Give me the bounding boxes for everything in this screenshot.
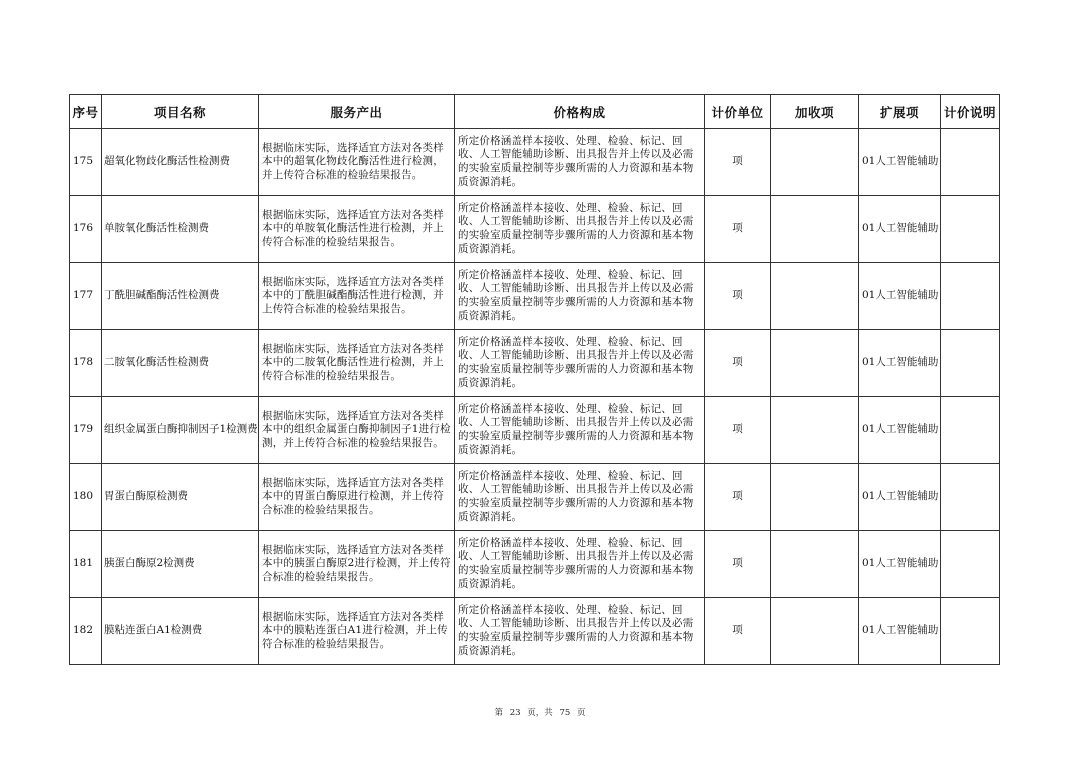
footer-suffix: 页 [576, 708, 586, 718]
row-extension: 01人工智能辅助 [859, 263, 941, 330]
header-note: 计价说明 [941, 95, 1000, 129]
header-service: 服务产出 [259, 95, 455, 129]
row-no: 179 [70, 397, 102, 464]
row-name: 超氧化物歧化酶活性检测费 [102, 129, 259, 196]
row-note [941, 397, 1000, 464]
row-unit: 项 [705, 263, 771, 330]
header-name: 项目名称 [102, 95, 259, 129]
table-row [70, 598, 1000, 665]
row-price: 所定价格涵盖样本接收、处理、检验、标记、回收、人工智能辅助诊断、出具报告并上传以及必需的实验室质量控制等步骤所需的人力资源和基本物质资源消耗。 [455, 531, 705, 598]
row-service: 根据临床实际，选择适宜方法对各类样本中的二胺氧化酶活性进行检测，并上传符合标准的检验结果报告。 [259, 330, 455, 397]
table-row [70, 129, 1000, 196]
row-note [941, 129, 1000, 196]
row-surcharge [771, 129, 859, 196]
row-name: 丁酰胆碱酯酶活性检测费 [102, 263, 259, 330]
row-unit: 项 [705, 397, 771, 464]
row-price: 所定价格涵盖样本接收、处理、检验、标记、回收、人工智能辅助诊断、出具报告并上传以及必需的实验室质量控制等步骤所需的人力资源和基本物质资源消耗。 [455, 263, 705, 330]
row-price: 所定价格涵盖样本接收、处理、检验、标记、回收、人工智能辅助诊断、出具报告并上传以及必需的实验室质量控制等步骤所需的人力资源和基本物质资源消耗。 [455, 196, 705, 263]
table-row [70, 263, 1000, 330]
row-surcharge [771, 263, 859, 330]
row-name: 胰蛋白酶原2检测费 [102, 531, 259, 598]
row-extension: 01人工智能辅助 [859, 330, 941, 397]
header-extension: 扩展项 [859, 95, 941, 129]
row-no: 175 [70, 129, 102, 196]
row-extension: 01人工智能辅助 [859, 129, 941, 196]
row-name: 膜粘连蛋白A1检测费 [102, 598, 259, 665]
row-surcharge [771, 397, 859, 464]
table-row [70, 330, 1000, 397]
row-no: 177 [70, 263, 102, 330]
header-row [70, 95, 1000, 129]
row-note [941, 263, 1000, 330]
table-header [70, 95, 1000, 129]
row-price: 所定价格涵盖样本接收、处理、检验、标记、回收、人工智能辅助诊断、出具报告并上传以及必需的实验室质量控制等步骤所需的人力资源和基本物质资源消耗。 [455, 129, 705, 196]
footer-prefix: 第 [494, 708, 503, 718]
row-name: 二胺氧化酶活性检测费 [102, 330, 259, 397]
row-surcharge [771, 196, 859, 263]
header-unit: 计价单位 [705, 95, 771, 129]
row-unit: 项 [705, 196, 771, 263]
row-note [941, 196, 1000, 263]
row-note [941, 598, 1000, 665]
row-no: 181 [70, 531, 102, 598]
row-unit: 项 [705, 330, 771, 397]
row-extension: 01人工智能辅助 [859, 464, 941, 531]
row-surcharge [771, 330, 859, 397]
row-note [941, 330, 1000, 397]
row-service: 根据临床实际，选择适宜方法对各类样本中的丁酰胆碱酯酶活性进行检测，并上传符合标准的检验结果报告。 [259, 263, 455, 330]
pricing-table [69, 94, 1000, 665]
row-service: 根据临床实际，选择适宜方法对各类样本中的单胺氧化酶活性进行检测，并上传符合标准的检验结果报告。 [259, 196, 455, 263]
row-name: 胃蛋白酶原检测费 [102, 464, 259, 531]
footer-mid: 页，共 [527, 708, 553, 718]
row-surcharge [771, 464, 859, 531]
header-surcharge: 加收项 [771, 95, 859, 129]
footer-total: 75 [559, 708, 571, 718]
row-extension: 01人工智能辅助 [859, 531, 941, 598]
row-price: 所定价格涵盖样本接收、处理、检验、标记、回收、人工智能辅助诊断、出具报告并上传以及必需的实验室质量控制等步骤所需的人力资源和基本物质资源消耗。 [455, 397, 705, 464]
table-row [70, 397, 1000, 464]
row-price: 所定价格涵盖样本接收、处理、检验、标记、回收、人工智能辅助诊断、出具报告并上传以及必需的实验室质量控制等步骤所需的人力资源和基本物质资源消耗。 [455, 464, 705, 531]
row-surcharge [771, 598, 859, 665]
row-price: 所定价格涵盖样本接收、处理、检验、标记、回收、人工智能辅助诊断、出具报告并上传以及必需的实验室质量控制等步骤所需的人力资源和基本物质资源消耗。 [455, 330, 705, 397]
row-unit: 项 [705, 464, 771, 531]
table-row [70, 464, 1000, 531]
row-unit: 项 [705, 598, 771, 665]
row-name: 单胺氧化酶活性检测费 [102, 196, 259, 263]
table-body [70, 129, 1000, 665]
row-service: 根据临床实际，选择适宜方法对各类样本中的组织金属蛋白酶抑制因子1进行检测，并上传符合标准的检验结果报告。 [259, 397, 455, 464]
row-note [941, 464, 1000, 531]
table-row [70, 531, 1000, 598]
row-service: 根据临床实际，选择适宜方法对各类样本中的超氧化物歧化酶活性进行检测，并上传符合标准的检验结果报告。 [259, 129, 455, 196]
row-no: 176 [70, 196, 102, 263]
row-extension: 01人工智能辅助 [859, 397, 941, 464]
row-extension: 01人工智能辅助 [859, 598, 941, 665]
row-note [941, 531, 1000, 598]
row-name: 组织金属蛋白酶抑制因子1检测费 [102, 397, 259, 464]
row-price: 所定价格涵盖样本接收、处理、检验、标记、回收、人工智能辅助诊断、出具报告并上传以及必需的实验室质量控制等步骤所需的人力资源和基本物质资源消耗。 [455, 598, 705, 665]
row-service: 根据临床实际，选择适宜方法对各类样本中的胰蛋白酶原2进行检测，并上传符合标准的检验结果报告。 [259, 531, 455, 598]
row-unit: 项 [705, 129, 771, 196]
header-no: 序号 [70, 95, 102, 129]
footer-page: 23 [509, 708, 521, 718]
table-row [70, 196, 1000, 263]
row-no: 182 [70, 598, 102, 665]
row-no: 178 [70, 330, 102, 397]
row-no: 180 [70, 464, 102, 531]
row-service: 根据临床实际，选择适宜方法对各类样本中的胃蛋白酶原进行检测，并上传符合标准的检验结果报告。 [259, 464, 455, 531]
row-service: 根据临床实际，选择适宜方法对各类样本中的膜粘连蛋白A1进行检测，并上传符合标准的检验结果报告。 [259, 598, 455, 665]
row-unit: 项 [705, 531, 771, 598]
page-number-footer [0, 706, 1080, 718]
row-extension: 01人工智能辅助 [859, 196, 941, 263]
row-surcharge [771, 531, 859, 598]
header-price: 价格构成 [455, 95, 705, 129]
